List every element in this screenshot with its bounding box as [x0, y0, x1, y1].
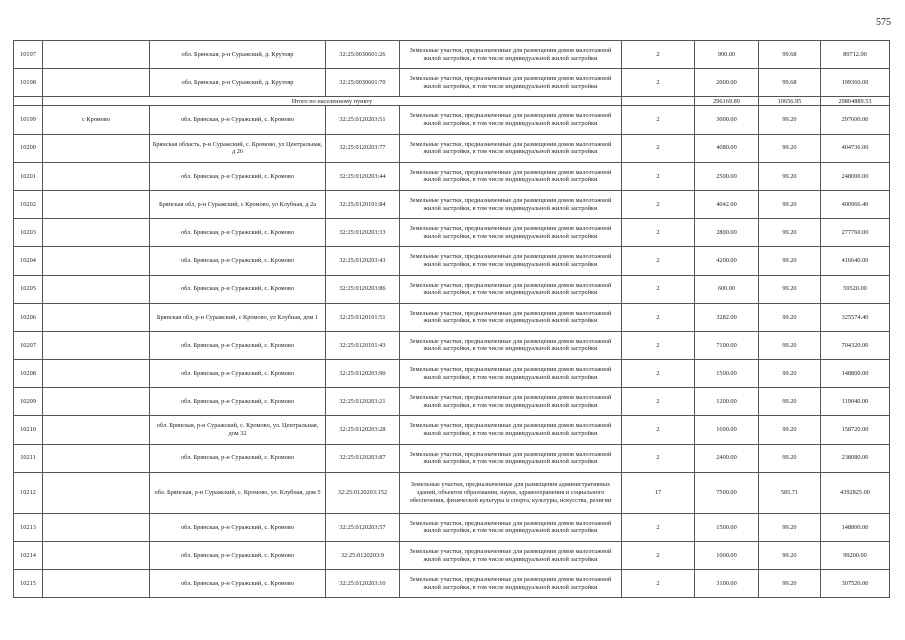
row-area: 2500.00	[695, 162, 759, 190]
row-id: 10210	[14, 416, 43, 444]
table-row	[14, 275, 890, 303]
row-value: 325574.40	[821, 303, 890, 331]
row-id: 10209	[14, 388, 43, 416]
row-address: Брянская область, р-н Суражский, с. Кромово, ул Центральная, д 26	[150, 134, 326, 162]
row-address: обл. Брянская, р-н Суражский, с. Кромово	[150, 275, 326, 303]
page-number: 575	[876, 17, 891, 28]
row-cadastral-number: 32:25:0120203:87	[326, 444, 400, 472]
row-area: 600.00	[695, 275, 759, 303]
row-purpose: Земельные участки, предназначенные для размещения домов малоэтажной жилой застройки, в том числе индивидуальной жилой застройки	[400, 219, 622, 247]
row-value: 148800.00	[821, 513, 890, 541]
row-area: 1000.00	[695, 542, 759, 570]
row-purpose: Земельные участки, предназначенные для размещения домов малоэтажной жилой застройки, в том числе индивидуальной жилой застройки	[400, 360, 622, 388]
row-settlement	[43, 162, 150, 190]
row-id: 10203	[14, 219, 43, 247]
table-row	[14, 416, 890, 444]
row-code: 2	[622, 190, 695, 218]
row-cadastral-number: 32:25:0120101:43	[326, 331, 400, 359]
table-row	[14, 303, 890, 331]
row-address: обл. Брянская, р-н Суражский, с. Кромово	[150, 542, 326, 570]
row-settlement	[43, 416, 150, 444]
total-value: 29804889.53	[821, 97, 890, 106]
table-row	[14, 513, 890, 541]
row-purpose: Земельные участки, предназначенные для размещения домов малоэтажной жилой застройки, в том числе индивидуальной жилой застройки	[400, 190, 622, 218]
row-rate: 99.68	[759, 41, 821, 69]
row-code: 2	[622, 134, 695, 162]
land-parcels-table	[13, 40, 890, 598]
row-code: 2	[622, 542, 695, 570]
row-area: 1500.00	[695, 360, 759, 388]
row-code: 2	[622, 69, 695, 97]
row-purpose: Земельные участки, предназначенные для размещения домов малоэтажной жилой застройки, в том числе индивидуальной жилой застройки	[400, 134, 622, 162]
row-value: 238080.00	[821, 444, 890, 472]
row-rate: 99.20	[759, 134, 821, 162]
row-area: 1500.00	[695, 513, 759, 541]
table-row	[14, 360, 890, 388]
row-cadastral-number: 32:25:0030601:26	[326, 41, 400, 69]
row-id: 10215	[14, 570, 43, 598]
row-address: обл. Брянская, р-н Суражский, с. Кромово	[150, 388, 326, 416]
row-rate: 99.20	[759, 106, 821, 134]
row-id: 10199	[14, 106, 43, 134]
row-rate: 99.20	[759, 247, 821, 275]
row-address: обл. Брянская, р-н Суражский, с. Кромово	[150, 570, 326, 598]
row-cadastral-number: 32:25:0120203:57	[326, 513, 400, 541]
row-id: 10202	[14, 190, 43, 218]
row-purpose: Земельные участки, предназначенные для размещения домов малоэтажной жилой застройки, в том числе индивидуальной жилой застройки	[400, 106, 622, 134]
row-value: 119040.00	[821, 388, 890, 416]
row-area: 4200.00	[695, 247, 759, 275]
row-area: 2000.00	[695, 69, 759, 97]
row-rate: 99.20	[759, 542, 821, 570]
total-rate: 10656.95	[759, 97, 821, 106]
table-row	[14, 69, 890, 97]
row-settlement	[43, 331, 150, 359]
row-value: 400966.40	[821, 190, 890, 218]
row-area: 3000.00	[695, 106, 759, 134]
row-area: 3100.00	[695, 570, 759, 598]
row-rate: 99.68	[759, 69, 821, 97]
row-cadastral-number: 32:25:0120203:86	[326, 275, 400, 303]
row-id: 10213	[14, 513, 43, 541]
table-row	[14, 41, 890, 69]
table-row	[14, 444, 890, 472]
row-area: 2800.00	[695, 219, 759, 247]
row-settlement	[43, 360, 150, 388]
row-cadastral-number: 32:25:0120203:33	[326, 219, 400, 247]
row-settlement	[43, 134, 150, 162]
row-address: обл. Брянская, р-н Суражский, с. Кромово	[150, 331, 326, 359]
row-id: 10207	[14, 331, 43, 359]
row-value: 158720.00	[821, 416, 890, 444]
row-address: обл. Брянская, р-н Суражский, д. Крутояр	[150, 41, 326, 69]
row-code: 2	[622, 162, 695, 190]
row-cadastral-number: 32:25:0120203:21	[326, 388, 400, 416]
row-cadastral-number: 32:25:0120203:28	[326, 416, 400, 444]
row-purpose: Земельные участки, предназначенные для размещения домов малоэтажной жилой застройки, в том числе индивидуальной жилой застройки	[400, 247, 622, 275]
row-purpose: Земельные участки, предназначенные для размещения домов малоэтажной жилой застройки, в том числе индивидуальной жилой застройки	[400, 69, 622, 97]
row-settlement	[43, 303, 150, 331]
row-value: 89712.00	[821, 41, 890, 69]
row-area: 900.00	[695, 41, 759, 69]
row-address: обл. Брянская, р-н Суражский, с. Кромово	[150, 360, 326, 388]
row-code: 2	[622, 416, 695, 444]
table-row	[14, 472, 890, 513]
total-area: 296169.89	[695, 97, 759, 106]
row-rate: 99.20	[759, 162, 821, 190]
row-rate: 99.20	[759, 388, 821, 416]
row-address: обл. Брянская, р-н Суражский, с. Кромово	[150, 513, 326, 541]
table-body	[14, 41, 890, 598]
row-id: 10204	[14, 247, 43, 275]
row-settlement	[43, 472, 150, 513]
row-area: 4042.00	[695, 190, 759, 218]
total-label: Итого по населенному пункту	[43, 97, 622, 106]
row-cadastral-number: 32:25:0120203:43	[326, 247, 400, 275]
row-id: 10206	[14, 303, 43, 331]
table-row	[14, 219, 890, 247]
row-value: 59520.00	[821, 275, 890, 303]
row-address: обл. Брянская, р-н Суражский, с. Кромово, ул. Клубная, дом 5	[150, 472, 326, 513]
row-code: 2	[622, 444, 695, 472]
row-purpose: Земельные участки, предназначенные для размещения административных зданий, объектов образования, науки, здравоохранения и социального обеспечения, физической культуры и спорта, культуры, искусства, религии	[400, 472, 622, 513]
row-id: 10198	[14, 69, 43, 97]
row-settlement	[43, 444, 150, 472]
row-address: обл. Брянская, р-н Суражский, с. Кромово	[150, 219, 326, 247]
row-cadastral-number: 32:25:0120203:51	[326, 106, 400, 134]
row-cadastral-number: 32:25:0120101:84	[326, 190, 400, 218]
row-settlement	[43, 41, 150, 69]
row-rate: 99.20	[759, 360, 821, 388]
row-code: 2	[622, 360, 695, 388]
row-code: 2	[622, 570, 695, 598]
row-rate: 99.20	[759, 303, 821, 331]
row-id: 10208	[14, 360, 43, 388]
row-value: 297600.00	[821, 106, 890, 134]
row-code: 2	[622, 219, 695, 247]
row-purpose: Земельные участки, предназначенные для размещения домов малоэтажной жилой застройки, в том числе индивидуальной жилой застройки	[400, 542, 622, 570]
row-rate: 99.20	[759, 444, 821, 472]
row-code: 2	[622, 41, 695, 69]
row-purpose: Земельные участки, предназначенные для размещения домов малоэтажной жилой застройки, в том числе индивидуальной жилой застройки	[400, 162, 622, 190]
row-area: 4080.00	[695, 134, 759, 162]
row-id: 10212	[14, 472, 43, 513]
row-area: 1600.00	[695, 416, 759, 444]
row-rate: 99.20	[759, 570, 821, 598]
row-address: обл. Брянская, р-н Суражский, с. Кромово, ул. Центральная, дом 32	[150, 416, 326, 444]
row-id: 10201	[14, 162, 43, 190]
row-cadastral-number: 32:25:0120203:90	[326, 360, 400, 388]
row-area: 7100.00	[695, 331, 759, 359]
row-value: 416640.00	[821, 247, 890, 275]
table-row	[14, 106, 890, 134]
row-purpose: Земельные участки, предназначенные для размещения домов малоэтажной жилой застройки, в том числе индивидуальной жилой застройки	[400, 513, 622, 541]
row-purpose: Земельные участки, предназначенные для размещения домов малоэтажной жилой застройки, в том числе индивидуальной жилой застройки	[400, 275, 622, 303]
row-id: 10211	[14, 444, 43, 472]
row-address: Брянская обл, р-н Суражский, с Кромово, ул Клубная, дом 1	[150, 303, 326, 331]
row-cadastral-number: 32:25:0120203:9	[326, 542, 400, 570]
row-purpose: Земельные участки, предназначенные для размещения домов малоэтажной жилой застройки, в том числе индивидуальной жилой застройки	[400, 444, 622, 472]
row-rate: 99.20	[759, 416, 821, 444]
row-rate: 99.20	[759, 513, 821, 541]
row-code: 2	[622, 275, 695, 303]
row-address: Брянская обл, р-н Суражский, с Кромово, ул Клубная, д 2а	[150, 190, 326, 218]
row-id: 10205	[14, 275, 43, 303]
table-row	[14, 134, 890, 162]
row-id: 10214	[14, 542, 43, 570]
row-address: обл. Брянская, р-н Суражский, с. Кромово	[150, 106, 326, 134]
row-settlement	[43, 542, 150, 570]
row-cadastral-number: 32:25:0120203:77	[326, 134, 400, 162]
row-id: 10197	[14, 41, 43, 69]
row-cadastral-number: 32:25:0120101:51	[326, 303, 400, 331]
row-settlement	[43, 219, 150, 247]
row-rate: 99.20	[759, 275, 821, 303]
row-code: 2	[622, 331, 695, 359]
row-cadastral-number: 32:25:0120203:44	[326, 162, 400, 190]
row-area: 1200.00	[695, 388, 759, 416]
row-settlement: с Кромово	[43, 106, 150, 134]
row-value: 277760.00	[821, 219, 890, 247]
table-row	[14, 331, 890, 359]
row-rate: 585.71	[759, 472, 821, 513]
table-row	[14, 570, 890, 598]
row-settlement	[43, 388, 150, 416]
row-rate: 99.20	[759, 331, 821, 359]
row-code: 17	[622, 472, 695, 513]
row-value: 307520.00	[821, 570, 890, 598]
row-purpose: Земельные участки, предназначенные для размещения домов малоэтажной жилой застройки, в том числе индивидуальной жилой застройки	[400, 303, 622, 331]
row-cadastral-number: 32:25:0120203:152	[326, 472, 400, 513]
row-area: 3282.00	[695, 303, 759, 331]
row-value: 248000.00	[821, 162, 890, 190]
row-value: 199360.00	[821, 69, 890, 97]
row-value: 99200.00	[821, 542, 890, 570]
row-area: 2400.00	[695, 444, 759, 472]
row-settlement	[43, 247, 150, 275]
row-rate: 99.20	[759, 219, 821, 247]
total-row	[14, 97, 890, 106]
row-settlement	[43, 275, 150, 303]
row-address: обл. Брянская, р-н Суражский, с. Кромово	[150, 444, 326, 472]
row-value: 704320.00	[821, 331, 890, 359]
row-area: 7500.00	[695, 472, 759, 513]
row-address: обл. Брянская, р-н Суражский, с. Кромово	[150, 162, 326, 190]
table-row	[14, 190, 890, 218]
row-purpose: Земельные участки, предназначенные для размещения домов малоэтажной жилой застройки, в том числе индивидуальной жилой застройки	[400, 416, 622, 444]
table-row	[14, 542, 890, 570]
row-purpose: Земельные участки, предназначенные для размещения домов малоэтажной жилой застройки, в том числе индивидуальной жилой застройки	[400, 331, 622, 359]
row-code: 2	[622, 247, 695, 275]
table-row	[14, 162, 890, 190]
row-settlement	[43, 69, 150, 97]
row-address: обл. Брянская, р-н Суражский, с. Кромово	[150, 247, 326, 275]
row-value: 148800.00	[821, 360, 890, 388]
row-cadastral-number: 32:25:0120203:10	[326, 570, 400, 598]
row-settlement	[43, 190, 150, 218]
row-purpose: Земельные участки, предназначенные для размещения домов малоэтажной жилой застройки, в том числе индивидуальной жилой застройки	[400, 41, 622, 69]
row-value: 4392825.00	[821, 472, 890, 513]
row-code: 2	[622, 303, 695, 331]
row-rate: 99.20	[759, 190, 821, 218]
table-row	[14, 388, 890, 416]
row-address: обл. Брянская, р-н Суражский, д. Крутояр	[150, 69, 326, 97]
row-code: 2	[622, 513, 695, 541]
row-purpose: Земельные участки, предназначенные для размещения домов малоэтажной жилой застройки, в том числе индивидуальной жилой застройки	[400, 570, 622, 598]
row-settlement	[43, 570, 150, 598]
row-code: 2	[622, 388, 695, 416]
table-row	[14, 247, 890, 275]
row-value: 404736.00	[821, 134, 890, 162]
row-purpose: Земельные участки, предназначенные для размещения домов малоэтажной жилой застройки, в том числе индивидуальной жилой застройки	[400, 388, 622, 416]
row-settlement	[43, 513, 150, 541]
row-cadastral-number: 32:25:0030601:70	[326, 69, 400, 97]
row-id: 10200	[14, 134, 43, 162]
row-code: 2	[622, 106, 695, 134]
